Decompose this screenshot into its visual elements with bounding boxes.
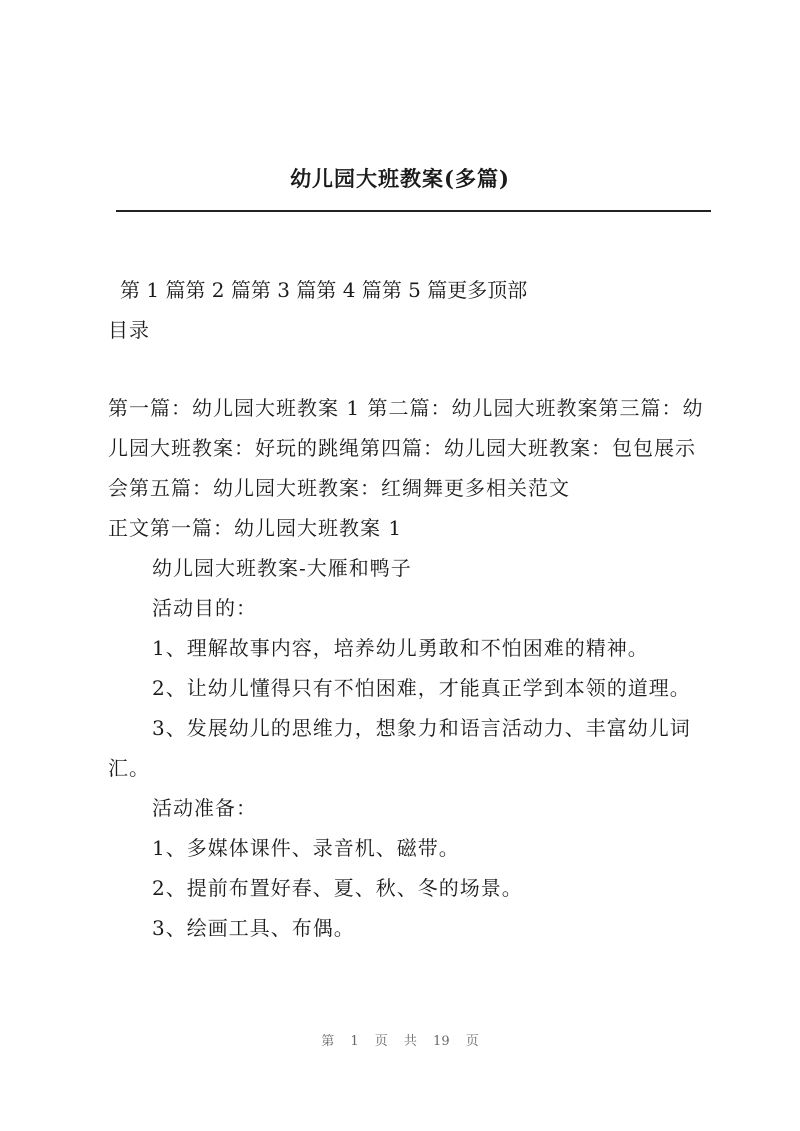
nav-link-section-3[interactable]: 第 3 篇 — [250, 278, 317, 302]
paragraph: 2、让幼儿懂得只有不怕困难，才能真正学到本领的道理。 — [152, 676, 691, 700]
nav-link-section-2[interactable]: 第 2 篇 — [185, 278, 251, 302]
paragraph: 2、提前布置好春、夏、秋、冬的场景。 — [152, 876, 523, 900]
paragraph: 活动准备： — [152, 796, 257, 820]
paragraph: 活动目的： — [152, 596, 257, 620]
toc-text: 第一篇：幼儿园大班教案 1 第二篇：幼儿园大班教案第三篇：幼儿园大班教案：好玩的跳绳第四篇：幼儿园大班教案：包包展示会第五篇：幼儿园大班教案：红绸舞更多相关范文 — [108, 396, 704, 500]
paragraph: 3、发展幼儿的思维力，想象力和语言活动力、丰富幼儿词汇。 — [108, 716, 691, 780]
toc-heading: 目录 — [108, 318, 150, 342]
page-title: 幼儿园大班教案(多篇) — [290, 166, 510, 191]
nav-link-top[interactable]: 顶部 — [487, 278, 528, 302]
page-footer: 第 1 页 共 19 页 — [321, 1034, 479, 1049]
nav-link-section-1[interactable]: 第 1 篇 — [120, 278, 186, 302]
nav-link-section-4[interactable]: 第 4 篇 — [316, 278, 382, 302]
spacer — [108, 350, 708, 388]
paragraph: 1、理解故事内容，培养幼儿勇敢和不怕困难的精神。 — [152, 636, 649, 660]
body-heading: 正文第一篇：幼儿园大班教案 1 — [108, 516, 403, 540]
paragraph: 3、绘画工具、布偶。 — [152, 916, 355, 940]
section-nav — [108, 270, 708, 310]
document-body — [108, 270, 708, 948]
paragraph: 1、多媒体课件、录音机、磁带。 — [152, 836, 460, 860]
paragraph: 幼儿园大班教案-大雁和鸭子 — [152, 556, 412, 580]
nav-link-more[interactable]: 更多 — [447, 278, 488, 302]
nav-link-section-5[interactable]: 第 5 篇 — [381, 278, 448, 302]
title-divider — [116, 210, 711, 212]
